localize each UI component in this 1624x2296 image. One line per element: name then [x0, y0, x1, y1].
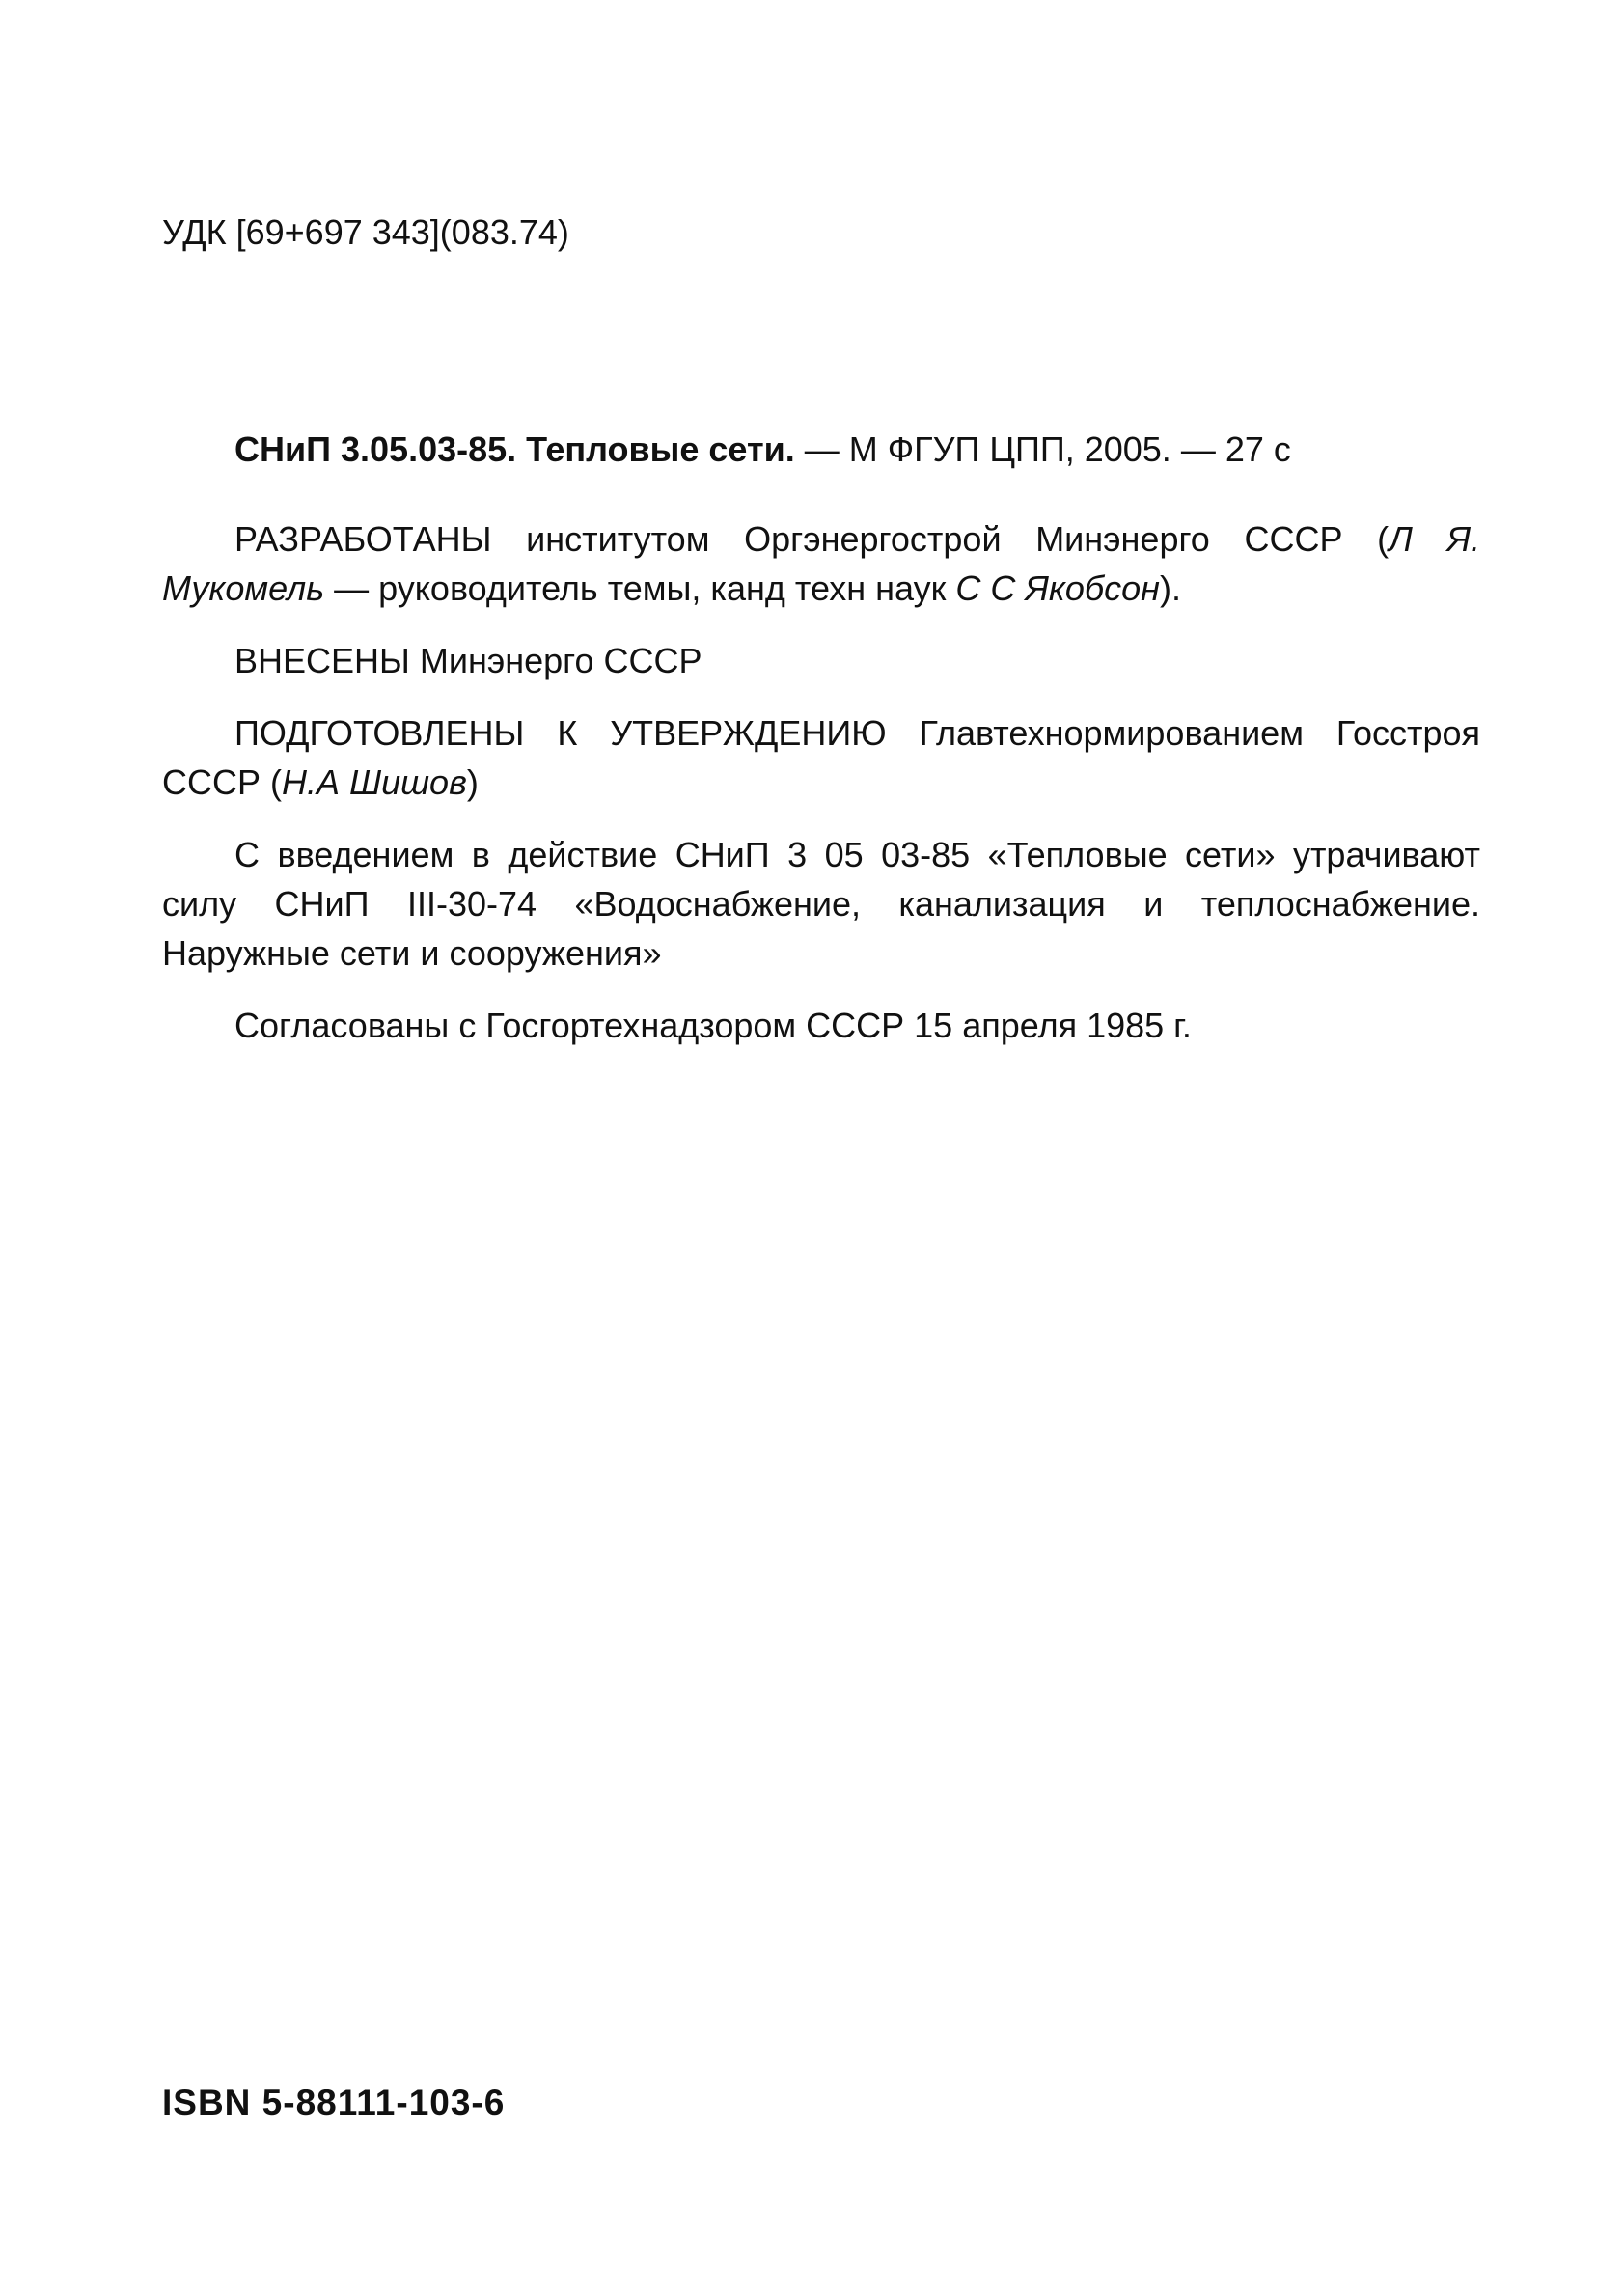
document-body [162, 425, 1480, 1073]
superseded-paragraph: С введением в действие СНиП 3 05 03-85 «Тепловые сети» утрачивают силу СНиП III-30-74 «Водоснабжение, канализация и теплоснабжение. Наружные сети и сооружения» [162, 835, 1480, 973]
agreed-paragraph: Согласованы с Госгортехнадзором СССР 15 апреля 1985 г. [234, 1006, 1192, 1045]
title-rest: — М ФГУП ЦПП, 2005. — 27 с [794, 429, 1291, 469]
prepared-person: Н.А Шишов [282, 762, 467, 802]
introduced-paragraph: ВНЕСЕНЫ Минэнерго СССР [234, 641, 702, 680]
isbn-number: ISBN 5-88111-103-6 [162, 2083, 506, 2122]
developed-person-2: С С Якобсон [955, 568, 1160, 608]
bibliographic-title [162, 425, 1480, 474]
developed-text-3: ). [1159, 568, 1181, 608]
developed-text-1: РАЗРАБОТАНЫ институтом Оргэнергострой Минэнерго СССР ( [234, 519, 1390, 559]
developed-paragraph [162, 514, 1480, 613]
prepared-text-2: ) [466, 762, 479, 802]
developed-person-1: Л Я. Мукомель [162, 519, 1480, 608]
prepared-text-1: ПОДГОТОВЛЕНЫ К УТВЕРЖДЕНИЮ Главтехнормированием Госстроя СССР ( [162, 713, 1480, 802]
developed-text-2: — руководитель темы, канд техн наук [324, 568, 956, 608]
title-bold: СНиП 3.05.03-85. Тепловые сети. [234, 429, 795, 469]
udk-code: УДК [69+697 343](083.74) [162, 212, 569, 252]
prepared-paragraph [162, 708, 1480, 807]
